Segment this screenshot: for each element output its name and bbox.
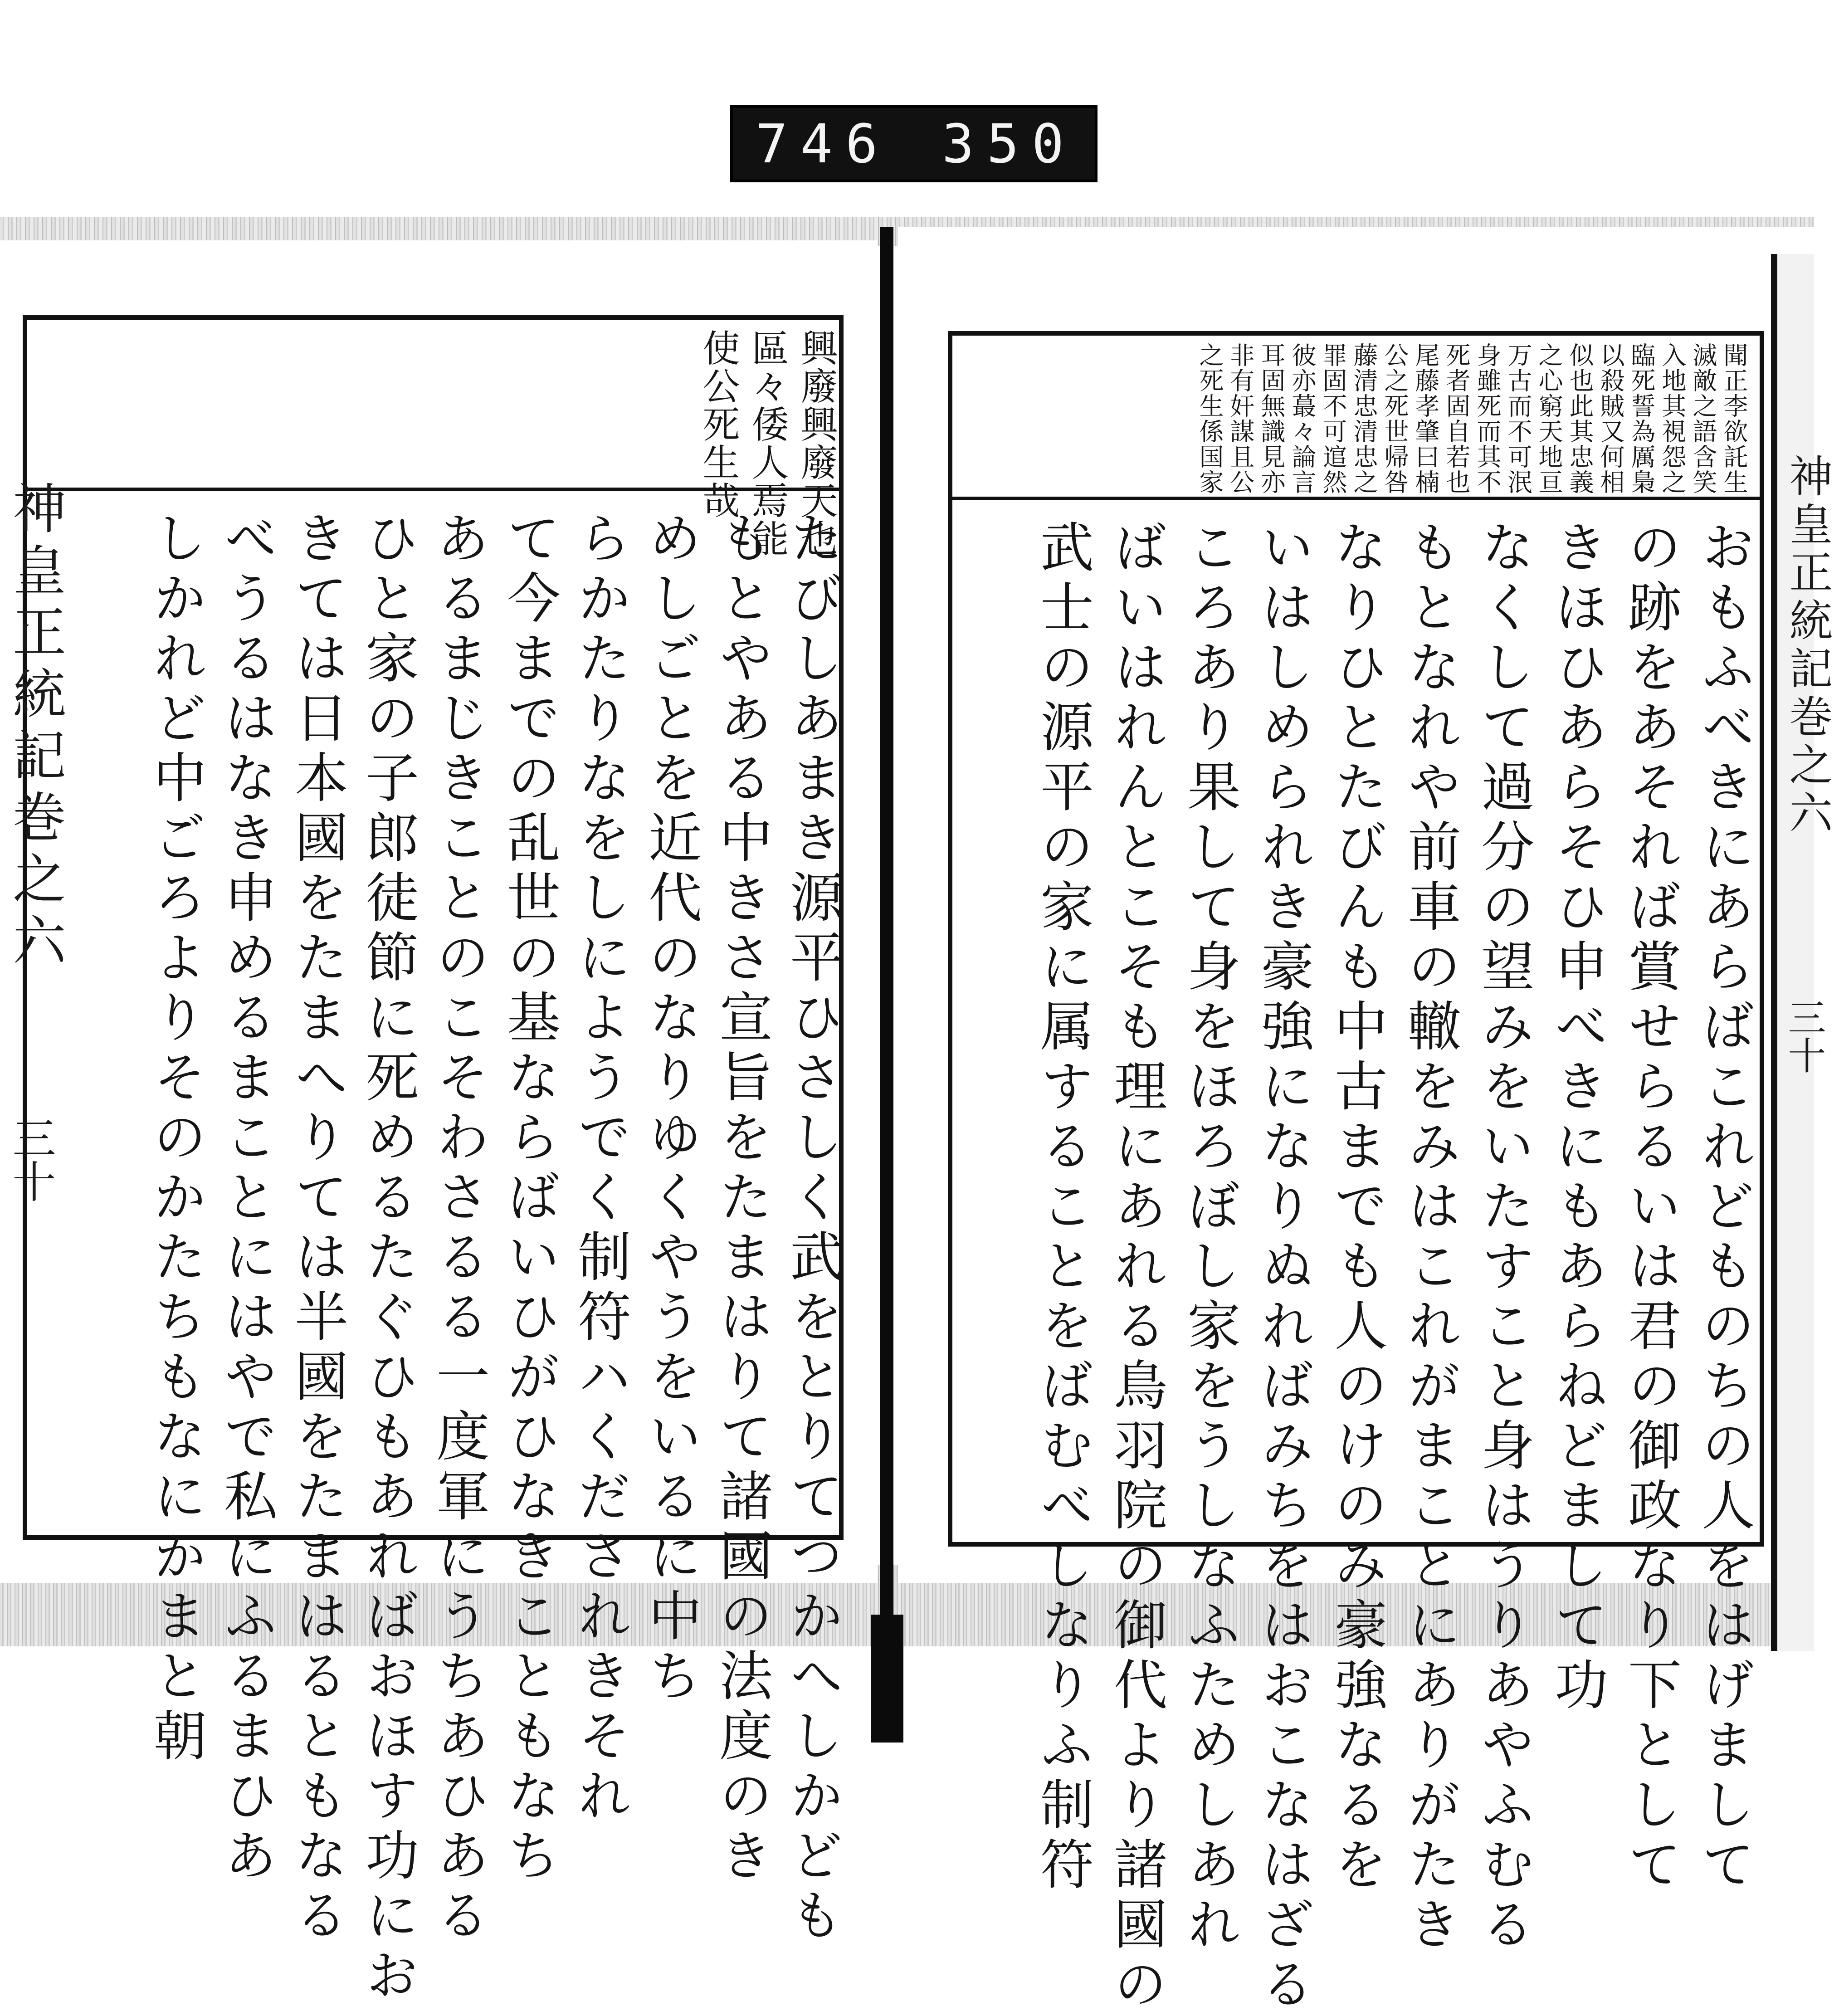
- left-text-column: きては日本國をたまへりては半國をたまはるともなる: [286, 510, 348, 1947]
- right-header-column: 似也此其忠義: [1566, 342, 1594, 495]
- right-body-text: [1031, 519, 1755, 2016]
- left-text-column: たびしあまき源平ひさしく武をとりてつかへしかども: [781, 510, 844, 1947]
- left-text-column: ひと家の子郎徒節に死めるたぐひもあればおほす功にお: [356, 510, 419, 2007]
- right-text-column: なりひとたびんも中古までも人のけのみ豪強なるを: [1325, 519, 1388, 1896]
- right-page-number: 三十: [1782, 998, 1826, 1074]
- right-margin-title: 神皇正統記巻之六: [1782, 454, 1833, 838]
- left-text-column: めしごとを近代のなりゆくやうをいるに中ち: [639, 510, 702, 1708]
- right-header-column: 耳固無識見亦: [1257, 342, 1286, 495]
- right-header-column: 尾藤孝肇曰楠: [1411, 342, 1440, 495]
- left-text-column: て今までの乱世の基ならばいひがひなきこともなち: [498, 510, 561, 1887]
- right-text-column: いはしめられき豪強になりぬればみちをはおこなはざる: [1252, 519, 1314, 2016]
- left-text-column: らかたりなをしにようでく制符ハくだされきそれ: [569, 510, 631, 1827]
- catalog-number-left: 746: [756, 112, 891, 175]
- left-text-column: あるまじきことのこそわさるる一度軍にうちあひある: [427, 510, 490, 1947]
- left-text-column: もとやある中きさ宣旨をたまはりて諸國の法度のき: [710, 510, 773, 1887]
- book-spine-foot: [871, 1615, 903, 1743]
- book-spine: [880, 227, 893, 1743]
- right-text-column: きほひあらそひ申べきにもあらねどまして功: [1546, 519, 1608, 1717]
- right-text-column: ばいはれんとこそも理にあれる鳥羽院の御代より諸國の: [1105, 519, 1167, 2016]
- right-page: [898, 227, 1814, 2016]
- right-header-commentary: [1197, 342, 1746, 495]
- left-text-column: しかれど中ごろよりそのかたちもなにかまと朝: [144, 510, 207, 1767]
- right-header-column: 藤清忠清忠之: [1350, 342, 1378, 495]
- right-header-column: 之死生係国家: [1195, 342, 1224, 495]
- right-text-column: の跡をあそれば賞せらるいは君の御政なり下として: [1619, 519, 1682, 1896]
- left-header-column: 使公死生哉: [697, 329, 740, 519]
- right-header-rule: [948, 497, 1764, 500]
- right-header-column: 以殺賊又何相: [1596, 342, 1625, 495]
- right-header-column: 彼亦蕞々論言: [1288, 342, 1317, 495]
- right-header-column: 万古而不可泯: [1504, 342, 1532, 495]
- right-header-column: 死者固自若也: [1442, 342, 1471, 495]
- right-header-column: 入地其視怨之: [1658, 342, 1687, 495]
- right-header-column: 罪固不可逭然: [1319, 342, 1347, 495]
- right-header-column: 公之死世帰咎: [1380, 342, 1409, 495]
- right-text-column: もとなれや前車の轍をみはこれがまことにありがたき: [1399, 519, 1461, 1956]
- left-body-text: [144, 510, 844, 2007]
- right-text-column: おもふべきにあらばこれどものちの人をはげまして: [1693, 519, 1755, 1896]
- right-header-column: 滅敵之語含笑: [1689, 342, 1717, 495]
- right-header-column: 臨死誓為厲梟: [1627, 342, 1656, 495]
- left-page-number: 三十: [5, 1116, 56, 1203]
- left-header-column: 區々倭人焉能: [746, 329, 789, 557]
- left-text-column: べうるはなき申めるまことにはやで私にふるまひあ: [215, 510, 278, 1887]
- catalog-number-label: [730, 105, 1098, 182]
- right-header-column: 聞正李欲託生: [1720, 342, 1748, 495]
- left-margin-title: 神皇正統記巻之六: [4, 481, 66, 974]
- right-header-column: 非有奸謀且公: [1226, 342, 1255, 495]
- left-page: [0, 240, 878, 2007]
- right-header-column: 之心窮天地亘: [1535, 342, 1563, 495]
- right-header-column: 身雖死而其不: [1473, 342, 1502, 495]
- right-text-column: ころあり果して身をほろぼし家をうしなふためしあれ: [1178, 519, 1241, 1956]
- catalog-number-right: 350: [941, 112, 1077, 175]
- left-header-column: 興廢興廢天也: [795, 329, 838, 557]
- right-text-column: なくして過分の望みをいたすこと身はうりあやふむる: [1472, 519, 1535, 1956]
- right-text-column: 武士の源平の家に属することをばむべしなりふ制符: [1031, 519, 1094, 1896]
